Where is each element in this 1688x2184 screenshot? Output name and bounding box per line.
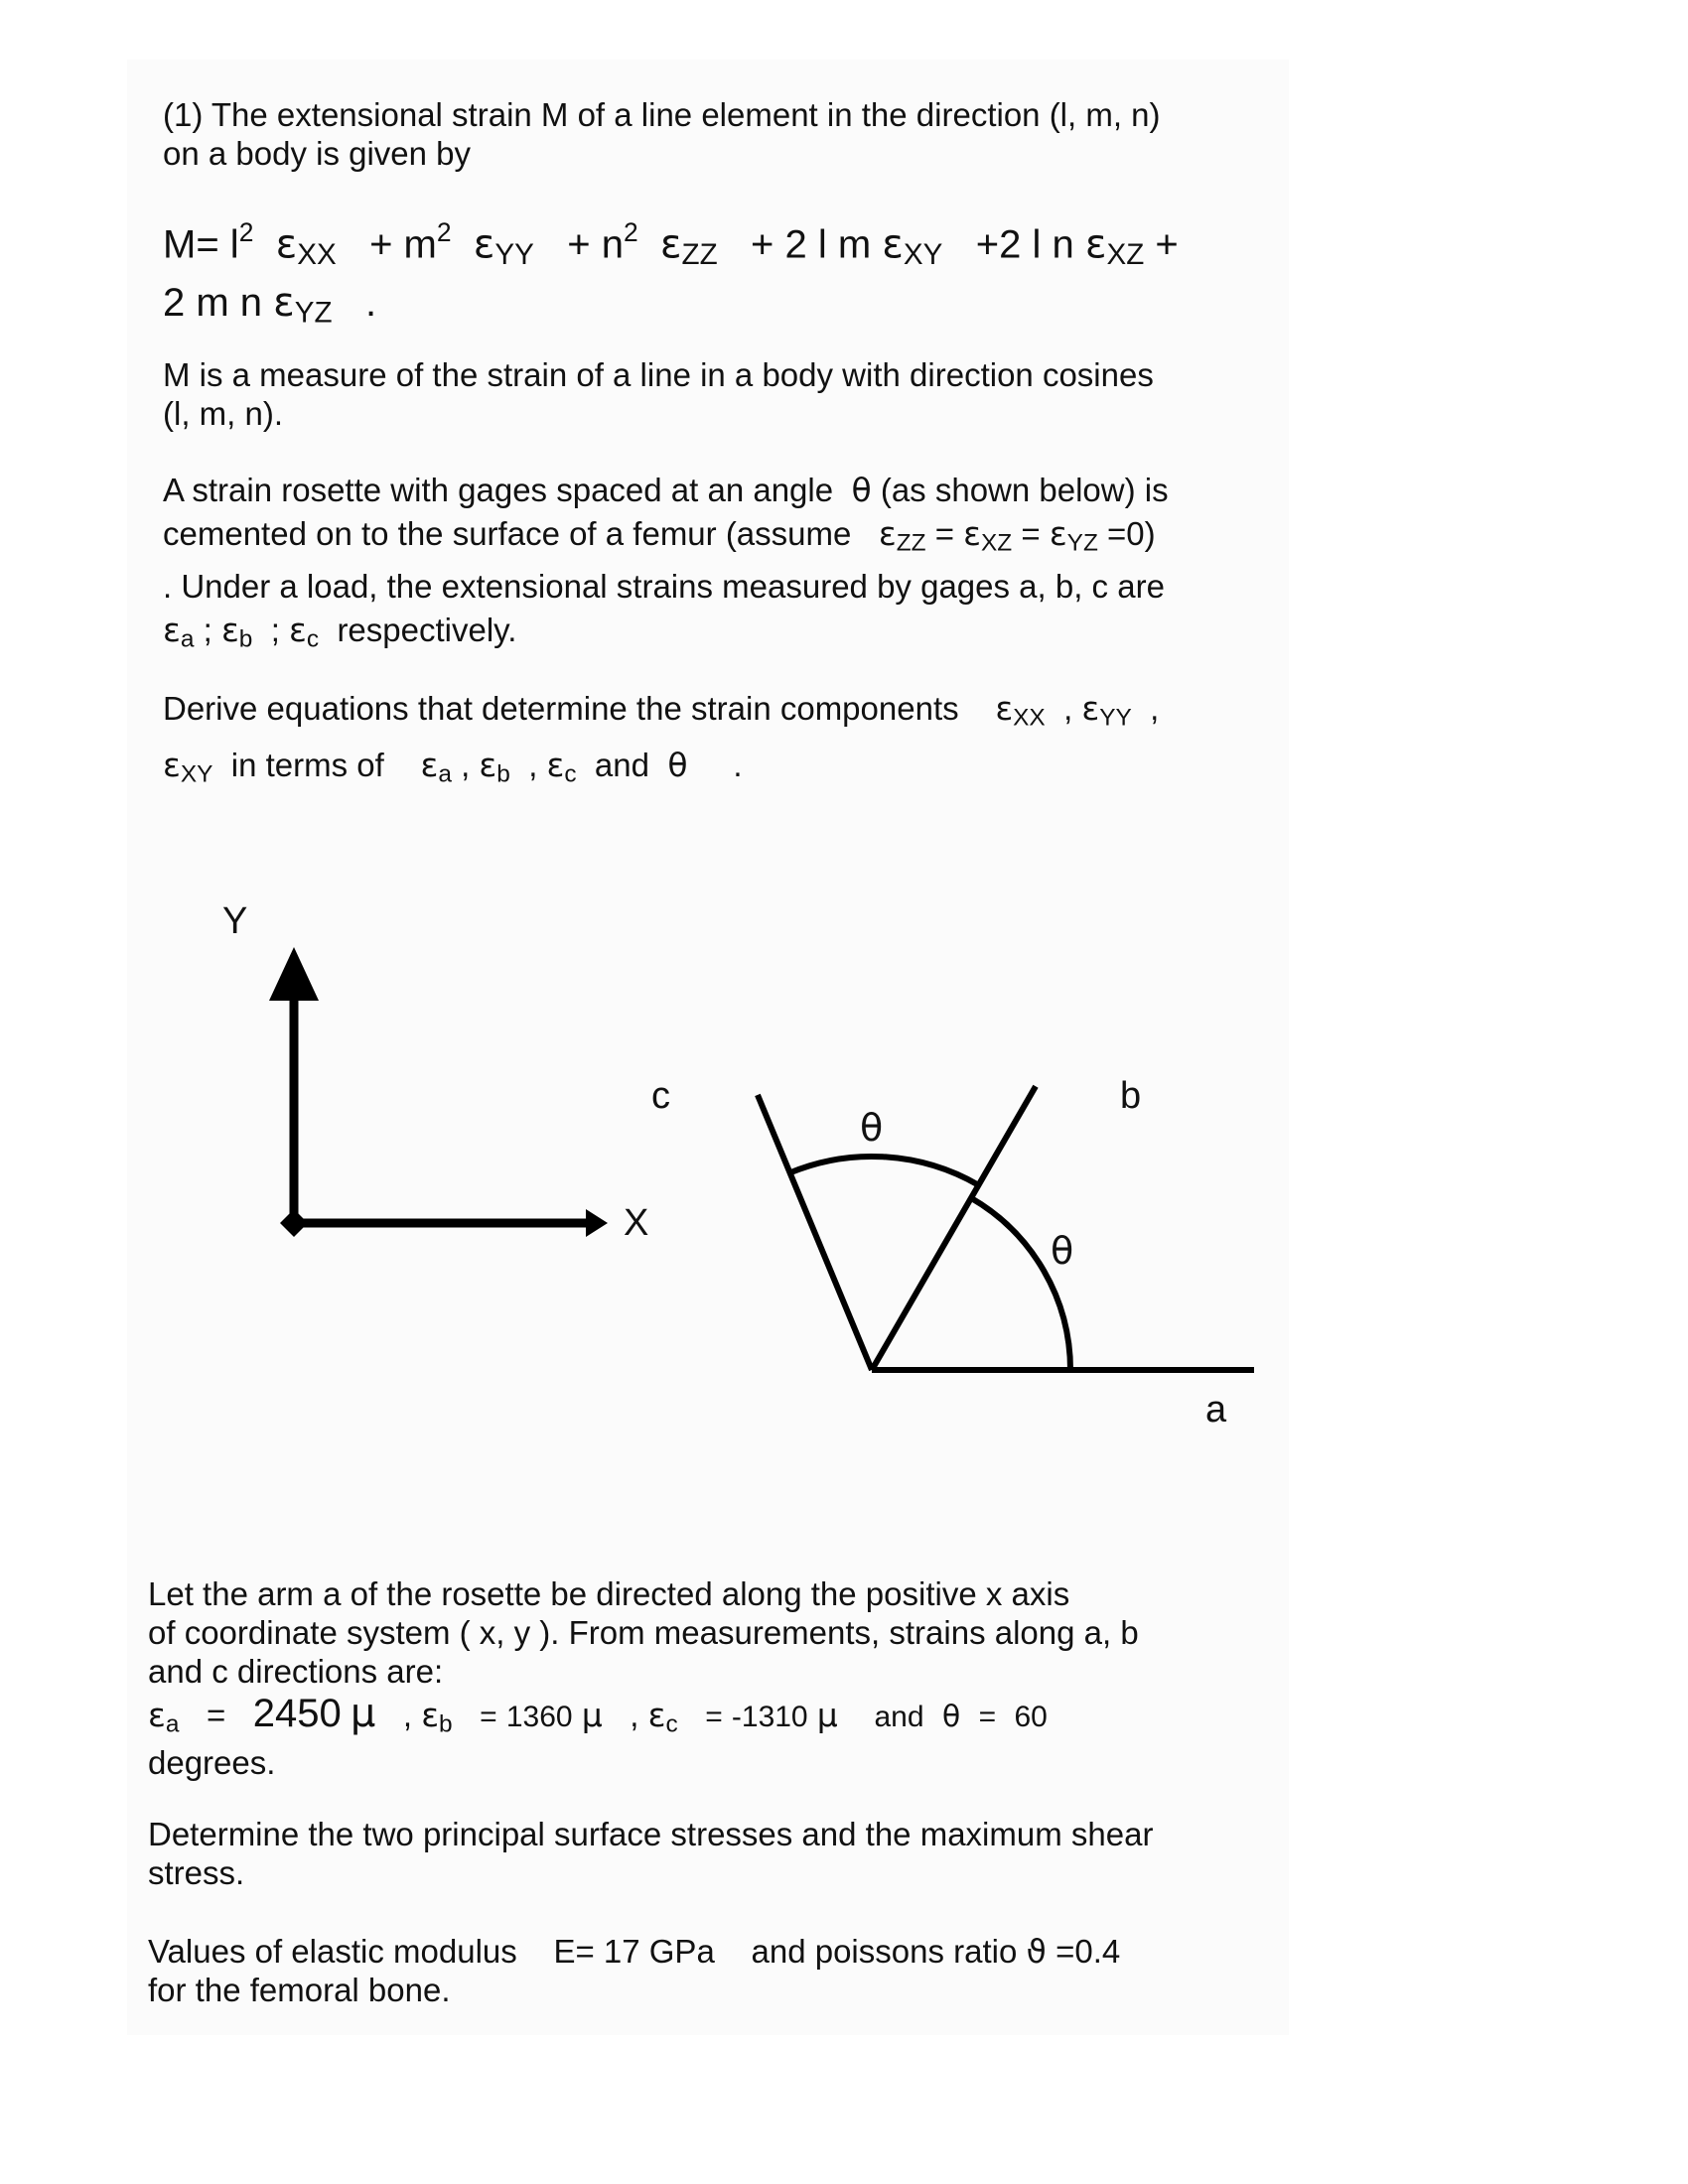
equation-line-2: 2 m n $\varepsilon_{YZ}$ . <box>163 279 377 330</box>
y-axis-label: Y <box>222 900 248 942</box>
determine-paragraph <box>148 1815 1153 1892</box>
measure-line-1: M is a measure of the strain of a line in a body with direction cosines <box>163 356 1154 393</box>
angle-arc-lower <box>971 1198 1070 1370</box>
arm-c-label: c <box>651 1075 670 1117</box>
determine-line-2: stress. <box>148 1854 245 1891</box>
angle-upper-label: θ <box>860 1106 884 1150</box>
arm-a-label: a <box>1205 1389 1227 1431</box>
intro-line-1: (1) The extensional strain M of a line element in the direction (l, m, n) <box>163 96 1161 133</box>
given-line-2: of coordinate system ( x, y ). From measurements, strains along a, b <box>148 1614 1139 1651</box>
determine-line-1: Determine the two principal surface stresses and the maximum shear <box>148 1816 1154 1852</box>
rosette-line-4: $\varepsilon_a$ ; $\varepsilon_b$ ; $\varepsilon_c$ respectively. <box>163 611 517 653</box>
poisson-ratio-value: =0.4 <box>1055 1933 1121 1970</box>
equation-line-1: $M= l^2$ $\varepsilon_{XX}$ + $m^2$ $\varepsilon_{YY}$ + $n^2$ $\varepsilon_{ZZ}$ + 2 l m $\varepsilon_{XY}$ +2 l n $\varepsilon_{XZ}$ + <box>163 217 1179 271</box>
strain-b-value: 1360 <box>505 1701 573 1733</box>
strain-c-value: -1310 <box>731 1701 808 1733</box>
rosette-line-1: A strain rosette with gages spaced at an angle θ (as shown below) is <box>163 471 1169 509</box>
given-line-3: and c directions are: <box>148 1653 444 1690</box>
y-axis-arrow-icon <box>269 947 319 1001</box>
gage-arm-c <box>758 1095 872 1370</box>
given-line-5: degrees. <box>148 1744 276 1782</box>
given-values-line: $\varepsilon_a$ = 2450 μ , $\varepsilon_b$ = 1360 μ , $\varepsilon_c$ = -1310 μ and θ = 60 <box>148 1691 1048 1738</box>
x-axis-label: X <box>624 1202 649 1244</box>
strain-a-value: 2450 <box>252 1692 342 1735</box>
measure-line-2: (l, m, n). <box>163 395 283 432</box>
intro-line-2: on a body is given by <box>163 135 472 172</box>
elastic-modulus-value: E= 17 GPa <box>553 1933 715 1970</box>
arm-b-label: b <box>1120 1075 1142 1117</box>
origin-marker-icon <box>280 1209 308 1237</box>
angle-arc-upper <box>790 1157 979 1185</box>
rosette-line-3: . Under a load, the extensional strains measured by gages a, b, c are <box>163 568 1165 606</box>
angle-lower-label: θ <box>1051 1229 1074 1273</box>
derive-line-1: Derive equations that determine the strain components $\varepsilon_{XX}$ , $\varepsilon_{YY}$ , <box>163 689 1160 732</box>
values-line-2: for the femoral bone. <box>148 1972 451 2008</box>
x-axis-arrow-icon <box>586 1209 608 1237</box>
values-paragraph <box>148 1932 1120 2009</box>
given-line-1: Let the arm a of the rosette be directed along the positive x axis <box>148 1575 1070 1612</box>
theta-value: 60 <box>1014 1701 1048 1733</box>
derive-line-2: $\varepsilon_{XY}$ in terms of $\varepsilon_a$ , $\varepsilon_b$ , $\varepsilon_c$ and θ . <box>163 746 743 788</box>
values-line-1: Values of elastic modulus E= 17 GPa and poissons ratio ϑ =0.4 <box>148 1932 1121 1971</box>
rosette-line-2: cemented on to the surface of a femur (assume $\varepsilon_{ZZ} = \varepsilon_{XZ} = \varepsilon_{YZ} =0$) <box>163 514 1156 557</box>
given-paragraph <box>148 1574 1139 1782</box>
